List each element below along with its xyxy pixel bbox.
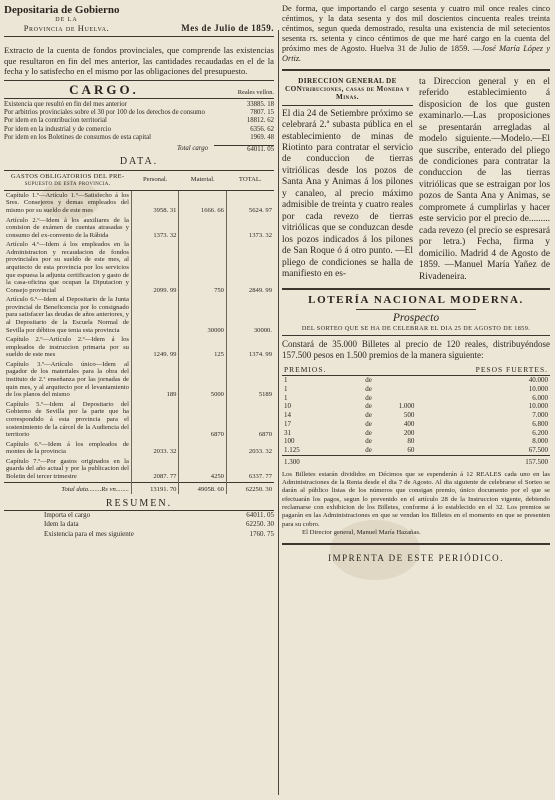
data-cell-personal: 3958. 31 <box>131 190 179 215</box>
divider <box>282 105 413 106</box>
premio-cell-n: 10 <box>284 402 291 411</box>
premio-cell-n: 100 <box>284 437 295 446</box>
premio-cell-total: 10.000 <box>528 384 548 393</box>
intro-paragraph: Extracto de la cuenta de fondos provinciales, que comprende las existencias que resultaron en fin del mes anterior, las cantidades recaudadas en el de la fecha y lo satisfecho en el mismo por las obligaciones del presupuesto. <box>4 45 274 76</box>
premio-cell-de: de <box>365 428 372 437</box>
premio-cell-total: 6.200 <box>532 428 548 437</box>
divider <box>282 69 550 71</box>
data-col-material: Material. <box>179 171 227 191</box>
cargo-total-label: Total cargo <box>176 144 208 152</box>
data-cell-personal: 1249. 99 <box>131 335 179 360</box>
data-cell-desc: Capítulo 3.º—Artículo único—Idem al pagador de los materiales para la obra del instituto de 2.ª enseñanza por las jornadas de quin mes, y al arquitecto por el levantamiento de los planos del mismo <box>6 360 129 399</box>
direccion-general-title: DIRECCION GENERAL DE CONtribuciones, casas de Moneda y Minas. <box>285 76 410 102</box>
premio-row <box>282 429 550 438</box>
resumen-row-amount: 64011. 05 <box>246 510 274 519</box>
data-cell-material: 1666. 66 <box>179 190 227 215</box>
data-cell-total: 6337. 77 <box>226 457 274 482</box>
premio-cell-de: de <box>365 419 372 428</box>
premio-cell-total: 7.000 <box>532 411 548 420</box>
data-total-row <box>4 482 274 494</box>
premio-cell-de: de <box>365 437 372 446</box>
divider <box>4 80 274 81</box>
subasta-text-right: ta Direccion general y en el referido establecimiento á disposicion de los que gusten examinarlo.—Las proposiciones se presentarán arregladas al modelo siguiente.—Modelo.—El que suscribe, enterado del pliego de condiciones para contratar la conduccion de las tierras vitriólicas que se estraigan por los pozos de Santa Ana y Animas, se compromete á cumplirlas y hacer este servicio por el precio de......... cada revezo (el precio se espresará por letra.) Fecha, firma y domicilio. Madrid 4 de Agosto de 1859. —Manuel María Yañez de Rivadeneira. <box>419 76 550 282</box>
data-cell-personal: 2099. 99 <box>131 240 179 295</box>
imprenta-footer: IMPRENTA DE ESTE PERIÓDICO. <box>328 552 504 563</box>
prospecto-title: Prospecto <box>392 311 440 324</box>
data-cell-total: 5189 <box>226 360 274 400</box>
premio-cell-n: 1 <box>284 393 288 402</box>
column-rule <box>278 30 279 795</box>
cargo-row-amount: 33885. 18 <box>246 101 274 109</box>
data-cell-material <box>179 216 227 241</box>
premio-cell-total: 40.000 <box>528 376 548 385</box>
data-col-personal: Personal. <box>131 171 179 191</box>
premios-table <box>282 364 550 467</box>
data-cell-material: 6870 <box>179 400 227 440</box>
cargo-row-amount: 1969. 48 <box>250 133 274 141</box>
premios-total-count: 1.300 <box>282 455 363 466</box>
cargo-row-label: Por idem en los Boletines de consumos de esta capital <box>4 133 152 141</box>
data-cell-personal <box>131 295 179 335</box>
data-total-label: Total data........Rs vn........ <box>4 482 131 494</box>
premio-row <box>282 437 550 446</box>
data-cell-desc: Artículo 2.º—Idem á los auxiliares de la comision de exámen de cuentas atrasadas y consumo del ex-convento de la Rábida <box>6 216 129 239</box>
data-total-personal: 13191. 70 <box>131 482 179 494</box>
left-column <box>4 4 274 796</box>
premio-cell-unit: 200 <box>403 428 415 437</box>
data-cell-personal: 2087. 77 <box>131 457 179 482</box>
data-table <box>4 171 274 495</box>
pesos-header: PESOS FUERTES. <box>416 364 550 376</box>
data-row <box>4 457 274 482</box>
premios-spacer <box>363 455 382 466</box>
premios-total-amount: 157.500 <box>416 455 550 466</box>
divider <box>356 309 476 310</box>
data-cell-material <box>179 440 227 457</box>
subasta-right-body: ta Direccion general y en el referido establecimiento á disposicion de los que gusten examinarlo.—Las proposiciones se presentarán arregladas al modelo siguiente.—Modelo.—El que suscribe, enterado del pliego de condiciones para contratar la conduccion de las tierras vitriólicas que se estraigan por los pozos de Santa Ana y Animas, se compromete á cumplirlas y hacer este servicio por el precio de......... cada revezo (el precio se espresará por letra.) Fecha, firma y domicilio. Madrid 4 de Agosto de 1859. <box>419 76 550 271</box>
divider <box>4 36 274 37</box>
cargo-title: CARGO. <box>69 82 139 98</box>
billetes-text <box>282 471 550 538</box>
resumen-title: RESUMEN. <box>105 498 173 510</box>
data-row <box>4 440 274 457</box>
data-row <box>4 216 274 241</box>
cargo-row-label: Existencia que resultó en fin del mes anterior <box>4 101 127 109</box>
province-name: Provincia de Huelva. <box>23 22 110 33</box>
data-cell-desc: Artículo 4.º—Idem á los empleados en la Administracion y recaudacion de fondos provinciales por su sueldo de este mes, al arquitecto de esta provincia por los servicios que espuesa la adjunta certificacion y gasto de la casa-oficina que ocupan la Diputacion y Consejo provincial <box>6 241 129 294</box>
premio-cell-unit <box>382 385 417 394</box>
cargo-row-label: Por arbitrios provinciales sobre el 30 por 100 de los derechos de consumo <box>4 109 205 117</box>
premio-cell-de: de <box>365 393 372 402</box>
de-la: DE LA <box>55 16 78 23</box>
premio-cell-total: 6.800 <box>532 419 548 428</box>
divider <box>282 335 550 336</box>
data-cell-material: 4250 <box>179 457 227 482</box>
data-cell-personal: 1373. 32 <box>131 216 179 241</box>
resumen-row-label: Importa el cargo <box>44 510 91 519</box>
data-total-material: 49058. 60 <box>179 482 227 494</box>
divider <box>282 543 550 545</box>
premio-row <box>282 420 550 429</box>
data-cell-desc: Capítulo 7.º—Por gastos originados en la guarda del año actual y por la publicacion del Boletin del tercer trimestre <box>6 457 129 480</box>
resumen-row-label: Existencia para el mes siguiente <box>44 529 134 538</box>
data-row <box>4 295 274 335</box>
data-row <box>4 240 274 295</box>
premio-cell-unit <box>382 376 417 385</box>
cargo-row-amount: 18812. 62 <box>246 117 274 125</box>
data-col-total: TOTAL. <box>226 171 274 191</box>
data-cell-desc: Capítulo 2.º—Artículo 2.º—Idem á los empleados de instruccion primaria por su sueldo de este mes <box>6 336 129 359</box>
data-cell-total: 5624. 97 <box>226 190 274 215</box>
data-col-desc: GASTOS OBLIGATORIOS DEL PRE-supuesto de esta provincia. <box>4 171 131 191</box>
premios-header: PREMIOS. <box>282 364 363 376</box>
depositaria-title: Depositaria de Gobierno <box>4 4 120 16</box>
premio-row <box>282 385 550 394</box>
premio-cell-unit: 80 <box>407 437 415 446</box>
data-cell-material: 5000 <box>179 360 227 400</box>
divider <box>4 98 274 99</box>
cargo-total-row <box>4 145 274 154</box>
premio-cell-de: de <box>365 384 372 393</box>
data-row <box>4 335 274 360</box>
premio-row <box>282 402 550 411</box>
resumen-row-amount: 1760. 75 <box>249 529 274 538</box>
resumen-row-amount: 62250. 30 <box>246 520 274 529</box>
data-cell-desc: Artículo 6.º—Idem al Depositario de la Junta provincial de Beneficencia por lo consignado para satisfacer las deudas de años anteriores, y al Depositario de la Escuela Normal de Sevilla por débitos que tenia esta provincia <box>6 296 129 334</box>
premio-cell-unit: 400 <box>403 419 415 428</box>
loteria-title: LOTERÍA NACIONAL MODERNA. <box>308 294 524 307</box>
cargo-row-amount: 7807. 15 <box>250 109 274 117</box>
premio-cell-unit: 500 <box>403 411 415 420</box>
cargo-row-label: Por idem en la contribucion territorial <box>4 117 107 125</box>
premio-cell-de: de <box>365 446 372 455</box>
premios-total-row <box>282 455 550 466</box>
constara-text: Constará de 35.000 Billetes al precio de 120 reales, distribuyéndose 157.500 pesos en 1.500 premios de la manera siguiente: <box>282 339 550 360</box>
premio-cell-unit: 1.000 <box>398 402 415 411</box>
premio-cell-de: de <box>365 402 372 411</box>
premio-row <box>282 411 550 420</box>
data-cell-personal <box>131 400 179 440</box>
cargo-total: 64011. 05 <box>214 145 274 154</box>
premio-row <box>282 376 550 385</box>
data-cell-desc: Capítulo 6.º—Idem á los empleados de montes de la provincia <box>6 440 129 456</box>
closing-paragraph: De forma, que importando el cargo sesenta y cuatro mil once reales cinco céntimos, y la data sesenta y dos mil doscientos cincuenta reales treinta céntimos, segun queda demostrado, resulta una existencia de mil setecientos sesenta rs. setenta y cinco céntimos de que me haré cargo en la cuenta del próximo mes de Agosto. Huelva 31 de Julio de 1859. —José María López y Ortiz. <box>282 4 551 63</box>
premio-cell-total: 8.000 <box>532 437 548 446</box>
left-header <box>4 4 274 33</box>
data-cell-personal: 2033. 32 <box>131 440 179 457</box>
data-row <box>4 400 274 440</box>
cargo-row-label: Por idem en la industrial y de comercio <box>4 125 112 133</box>
data-cell-material: 750 <box>179 240 227 295</box>
cargo-col-header: Reales vellon. <box>237 89 274 97</box>
premio-cell-n: 31 <box>284 428 291 437</box>
premios-spacer <box>382 455 417 466</box>
premio-cell-unit: 60 <box>407 446 415 455</box>
billetes-body: Los Billetes estarán divididos en Décimos que se espenderán á 12 REALES cada uno en las Administraciones de la Renta desde el dia 7 de Agosto. Al dia siguiente de celebrarse el Sorteo se darán al público listas de los números que consigan premio, único documento por el que se efectuarán los pagos, segun lo prevenido en el artículo 28 de la Instruccion vigente, debiendo reclamarse con exhibicion de los Billetes, conforme á lo establecido en el 32. Los premios se pagarán en las Administraciones en que se vendan los Billetes en el momento en que se presenten para su cobro. <box>282 470 550 528</box>
data-cell-total: 6870 <box>226 400 274 440</box>
premio-cell-de: de <box>365 376 372 385</box>
premio-cell-total: 67.500 <box>528 446 548 455</box>
data-cell-material: 30000 <box>179 295 227 335</box>
premio-cell-unit <box>382 394 417 403</box>
data-title: DATA. <box>119 156 159 168</box>
closing-text: De forma, que importando el cargo sesenta y cuatro mil once reales cinco céntimos, y la data sesenta y dos mil doscientos cincuenta reales treinta céntimos, segun queda demostrado, resulta una existencia de mil setecientos sesenta rs. setenta y cinco céntimos de que me haré cargo en la cuenta del próximo mes de Agosto. Huelva 31 de Julio de 1859. <box>282 4 550 53</box>
premio-cell-total: 6.000 <box>532 393 548 402</box>
data-total-total: 62250. 30 <box>226 482 274 494</box>
data-row <box>4 360 274 400</box>
right-column <box>282 4 550 796</box>
premios-spacer <box>382 364 417 376</box>
data-cell-total: 2033. 32 <box>226 440 274 457</box>
subasta-notice <box>282 77 550 283</box>
data-cell-desc: Capítulo 1.º—Artículo 1.º—Satisfecho á los Sres. Consejeros y demas empleados del mismo por su sueldo de este mes <box>6 191 129 214</box>
premio-cell-de: de <box>365 411 372 420</box>
billetes-signature: El Director general, Manuel María Hazañas. <box>302 529 421 537</box>
divider <box>282 288 550 290</box>
closing-signature: José María López y Ortiz. <box>282 43 551 63</box>
premio-cell-n: 14 <box>284 411 291 420</box>
subasta-text-left: El dia 24 de Setiembre próximo se celebrará 2.ª subasta pública en el establecimiento de minas de Riotinto para contratar el servicio de conduccion de tierras vitriólicas desde los pozos de Santa Ana y Animas á los pilones y canaleo, al precio máximo admisible de treinta y cuatro reales por cada revezo de tierras vitriólicas que se conduzcan desde los pozos indicados á los pilones de San Roque ó á otro punto. —El pliego de condiciones se halla de manifiesto en es- <box>282 108 413 280</box>
premio-cell-n: 1 <box>284 376 288 385</box>
premios-spacer <box>363 364 382 376</box>
data-row <box>4 190 274 215</box>
cargo-row-amount: 6356. 62 <box>250 125 274 133</box>
report-date: Mes de Julio de 1859. <box>181 22 274 33</box>
data-cell-total: 1373. 32 <box>226 216 274 241</box>
subasta-signature: Manuel María Yañez de Rivadeneira. <box>419 260 550 282</box>
premio-row <box>282 394 550 403</box>
cargo-header <box>4 83 274 98</box>
data-cell-material: 125 <box>179 335 227 360</box>
premio-cell-n: 1 <box>284 384 288 393</box>
premio-cell-n: 1.125 <box>284 446 300 455</box>
premio-cell-total: 10.000 <box>528 402 548 411</box>
data-cell-total: 1374. 99 <box>226 335 274 360</box>
premio-cell-n: 17 <box>284 419 291 428</box>
data-cell-personal: 189 <box>131 360 179 400</box>
resumen-row-label: Idem la data <box>44 520 79 529</box>
data-cell-total: 30000. <box>226 295 274 335</box>
cargo-table <box>4 101 274 142</box>
resumen-table <box>4 511 274 539</box>
data-cell-total: 2849. 99 <box>226 240 274 295</box>
premio-row <box>282 446 550 455</box>
data-cell-desc: Capítulo 5.º—Idem al Depositario del Gobierno de Sevilla por la parte que ha correspondido á esta provincia para el sostenimiento de la cárcel de la Audiencia del territorio <box>6 400 129 439</box>
sorteo-date: DEL SORTEO QUE SE HA DE CELEBRAR EL DIA 25 DE AGOSTO DE 1859. <box>301 325 531 333</box>
